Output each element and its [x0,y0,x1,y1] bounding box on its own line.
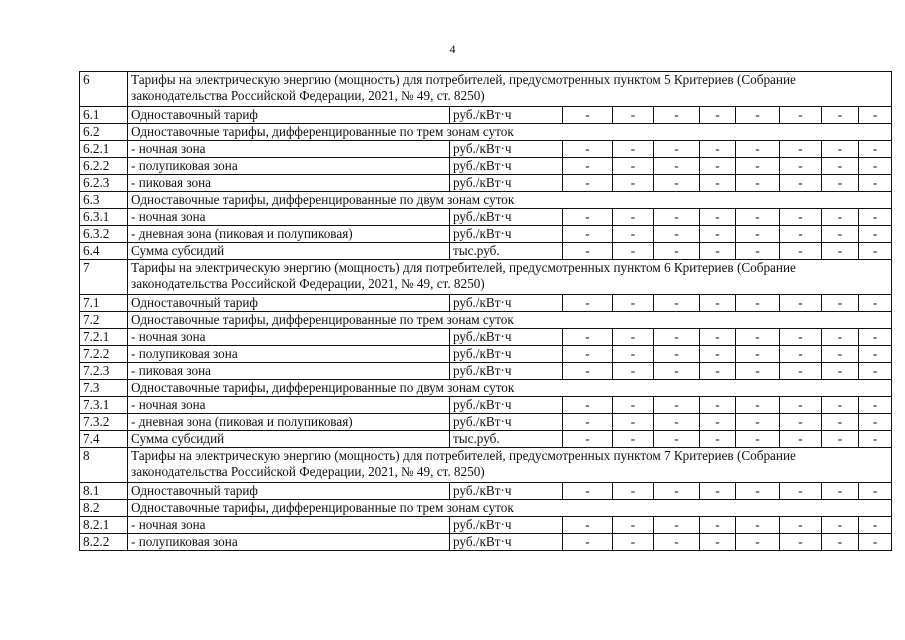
value-cell: - [613,431,654,448]
table-row [80,312,892,329]
value-cell: - [654,363,700,380]
table-row [80,448,892,483]
row-number: 8.1 [80,483,128,500]
value-cell: - [736,483,780,500]
value-cell: - [822,517,859,534]
value-cell: - [700,414,736,431]
value-cell: - [780,329,822,346]
value-cell: - [613,243,654,260]
row-label: - ночная зона [128,517,450,534]
table-row [80,414,892,431]
section-title: Тарифы на электрическую энергию (мощность) для потребителей, предусмотренных пунктом 5 Критериев (Собрание законодательства Российской Федерации, 2021, № 49, ст. 8250) [128,72,892,107]
value-cell: - [563,158,613,175]
value-cell: - [563,329,613,346]
value-cell: - [563,346,613,363]
value-cell: - [700,243,736,260]
unit-cell: руб./кВт·ч [450,141,563,158]
value-cell: - [563,175,613,192]
value-cell: - [736,295,780,312]
value-cell: - [780,158,822,175]
value-cell: - [859,243,892,260]
value-cell: - [654,209,700,226]
table-row [80,346,892,363]
row-label: - полупиковая зона [128,158,450,175]
row-number: 7 [80,260,128,295]
value-cell: - [654,295,700,312]
value-cell: - [654,431,700,448]
table-row [80,483,892,500]
value-cell: - [736,226,780,243]
table-row [80,260,892,295]
value-cell: - [822,209,859,226]
row-number: 6.4 [80,243,128,260]
row-number: 6.3.1 [80,209,128,226]
value-cell: - [613,517,654,534]
row-label: - ночная зона [128,209,450,226]
row-number: 6.2.1 [80,141,128,158]
value-cell: - [822,534,859,551]
table-row [80,534,892,551]
value-cell: - [859,346,892,363]
value-cell: - [822,431,859,448]
value-cell: - [654,397,700,414]
value-cell: - [563,363,613,380]
value-cell: - [613,226,654,243]
table-row [80,431,892,448]
value-cell: - [780,175,822,192]
value-cell: - [613,175,654,192]
table-row [80,226,892,243]
value-cell: - [736,346,780,363]
value-cell: - [563,414,613,431]
row-number: 6.2.2 [80,158,128,175]
value-cell: - [700,483,736,500]
value-cell: - [654,158,700,175]
value-cell: - [613,141,654,158]
value-cell: - [780,243,822,260]
value-cell: - [613,534,654,551]
value-cell: - [613,329,654,346]
value-cell: - [563,483,613,500]
row-number: 7.4 [80,431,128,448]
row-number: 7.2.1 [80,329,128,346]
row-label: - дневная зона (пиковая и полупиковая) [128,414,450,431]
value-cell: - [563,226,613,243]
value-cell: - [780,483,822,500]
value-cell: - [736,397,780,414]
row-number: 6.2.3 [80,175,128,192]
value-cell: - [859,483,892,500]
value-cell: - [700,363,736,380]
value-cell: - [859,226,892,243]
unit-cell: тыс.руб. [450,431,563,448]
value-cell: - [736,141,780,158]
unit-cell: руб./кВт·ч [450,414,563,431]
value-cell: - [736,107,780,124]
value-cell: - [654,226,700,243]
value-cell: - [822,346,859,363]
value-cell: - [700,141,736,158]
row-label: Одноставочный тариф [128,107,450,124]
value-cell: - [700,295,736,312]
table-row [80,363,892,380]
row-label: - пиковая зона [128,175,450,192]
row-number: 6.1 [80,107,128,124]
row-number: 7.2 [80,312,128,329]
row-label: Сумма субсидий [128,431,450,448]
row-number: 7.2.3 [80,363,128,380]
table-row [80,175,892,192]
table-row [80,380,892,397]
value-cell: - [822,175,859,192]
value-cell: - [700,209,736,226]
value-cell: - [780,226,822,243]
value-cell: - [613,363,654,380]
value-cell: - [613,158,654,175]
value-cell: - [736,175,780,192]
row-label: - ночная зона [128,141,450,158]
row-number: 8.2.2 [80,534,128,551]
value-cell: - [859,175,892,192]
row-label: Одноставочные тарифы, дифференцированные по двум зонам суток [128,192,892,209]
row-label: - полупиковая зона [128,346,450,363]
value-cell: - [700,534,736,551]
value-cell: - [859,517,892,534]
row-label: Одноставочный тариф [128,295,450,312]
unit-cell: руб./кВт·ч [450,534,563,551]
tariff-table [79,71,892,551]
value-cell: - [654,243,700,260]
value-cell: - [780,346,822,363]
value-cell: - [859,329,892,346]
value-cell: - [780,414,822,431]
row-number: 6.3.2 [80,226,128,243]
value-cell: - [613,295,654,312]
value-cell: - [613,209,654,226]
value-cell: - [654,346,700,363]
value-cell: - [822,226,859,243]
table-row [80,107,892,124]
unit-cell: руб./кВт·ч [450,346,563,363]
value-cell: - [563,534,613,551]
unit-cell: руб./кВт·ч [450,329,563,346]
row-number: 7.3 [80,380,128,397]
value-cell: - [700,226,736,243]
row-label: - полупиковая зона [128,534,450,551]
value-cell: - [780,209,822,226]
value-cell: - [780,141,822,158]
table-row [80,295,892,312]
unit-cell: руб./кВт·ч [450,158,563,175]
value-cell: - [563,243,613,260]
section-title: Тарифы на электрическую энергию (мощность) для потребителей, предусмотренных пунктом 7 Критериев (Собрание законодательства Российской Федерации, 2021, № 49, ст. 8250) [128,448,892,483]
row-label: Одноставочный тариф [128,483,450,500]
value-cell: - [736,209,780,226]
unit-cell: руб./кВт·ч [450,107,563,124]
row-label: - ночная зона [128,329,450,346]
value-cell: - [563,397,613,414]
value-cell: - [736,517,780,534]
value-cell: - [613,397,654,414]
value-cell: - [654,107,700,124]
value-cell: - [563,141,613,158]
value-cell: - [780,517,822,534]
value-cell: - [859,363,892,380]
value-cell: - [654,329,700,346]
row-number: 7.3.1 [80,397,128,414]
value-cell: - [654,517,700,534]
value-cell: - [736,534,780,551]
value-cell: - [822,483,859,500]
unit-cell: руб./кВт·ч [450,483,563,500]
value-cell: - [736,158,780,175]
table-row [80,243,892,260]
table-row [80,397,892,414]
value-cell: - [563,517,613,534]
row-label: Одноставочные тарифы, дифференцированные по трем зонам суток [128,500,892,517]
value-cell: - [780,397,822,414]
unit-cell: руб./кВт·ч [450,226,563,243]
row-number: 6 [80,72,128,107]
value-cell: - [654,141,700,158]
row-label: Одноставочные тарифы, дифференцированные по трем зонам суток [128,124,892,141]
value-cell: - [700,158,736,175]
value-cell: - [780,295,822,312]
value-cell: - [780,431,822,448]
unit-cell: руб./кВт·ч [450,175,563,192]
value-cell: - [859,209,892,226]
value-cell: - [700,517,736,534]
value-cell: - [822,243,859,260]
value-cell: - [822,158,859,175]
page-number: 4 [449,42,456,56]
value-cell: - [822,414,859,431]
value-cell: - [859,141,892,158]
row-label: - пиковая зона [128,363,450,380]
table-row [80,329,892,346]
value-cell: - [859,534,892,551]
section-title: Тарифы на электрическую энергию (мощность) для потребителей, предусмотренных пунктом 6 Критериев (Собрание законодательства Российской Федерации, 2021, № 49, ст. 8250) [128,260,892,295]
row-label: Сумма субсидий [128,243,450,260]
value-cell: - [859,107,892,124]
value-cell: - [654,534,700,551]
row-number: 7.1 [80,295,128,312]
table-row [80,209,892,226]
row-label: - ночная зона [128,397,450,414]
value-cell: - [613,107,654,124]
value-cell: - [822,329,859,346]
value-cell: - [780,363,822,380]
value-cell: - [822,295,859,312]
table-row [80,158,892,175]
value-cell: - [780,534,822,551]
value-cell: - [563,431,613,448]
value-cell: - [700,346,736,363]
row-number: 6.2 [80,124,128,141]
value-cell: - [736,243,780,260]
table-row [80,500,892,517]
row-label: Одноставочные тарифы, дифференцированные по двум зонам суток [128,380,892,397]
unit-cell: руб./кВт·ч [450,517,563,534]
value-cell: - [613,414,654,431]
value-cell: - [859,158,892,175]
value-cell: - [822,107,859,124]
table-row [80,72,892,107]
unit-cell: руб./кВт·ч [450,209,563,226]
table-row [80,517,892,534]
value-cell: - [780,107,822,124]
row-label: - дневная зона (пиковая и полупиковая) [128,226,450,243]
value-cell: - [859,414,892,431]
value-cell: - [736,431,780,448]
value-cell: - [700,175,736,192]
value-cell: - [654,483,700,500]
value-cell: - [822,141,859,158]
value-cell: - [654,414,700,431]
value-cell: - [563,209,613,226]
table-row [80,192,892,209]
value-cell: - [700,397,736,414]
row-number: 8 [80,448,128,483]
value-cell: - [859,431,892,448]
unit-cell: руб./кВт·ч [450,397,563,414]
row-label: Одноставочные тарифы, дифференцированные по трем зонам суток [128,312,892,329]
value-cell: - [563,295,613,312]
row-number: 7.2.2 [80,346,128,363]
value-cell: - [700,431,736,448]
value-cell: - [654,175,700,192]
table-row [80,124,892,141]
value-cell: - [859,397,892,414]
unit-cell: руб./кВт·ч [450,295,563,312]
value-cell: - [613,346,654,363]
row-number: 7.3.2 [80,414,128,431]
value-cell: - [822,397,859,414]
value-cell: - [613,483,654,500]
value-cell: - [700,329,736,346]
value-cell: - [736,363,780,380]
row-number: 8.2.1 [80,517,128,534]
row-number: 6.3 [80,192,128,209]
unit-cell: тыс.руб. [450,243,563,260]
value-cell: - [700,107,736,124]
value-cell: - [822,363,859,380]
value-cell: - [736,414,780,431]
unit-cell: руб./кВт·ч [450,363,563,380]
value-cell: - [563,107,613,124]
table-row [80,141,892,158]
value-cell: - [859,295,892,312]
value-cell: - [736,329,780,346]
row-number: 8.2 [80,500,128,517]
